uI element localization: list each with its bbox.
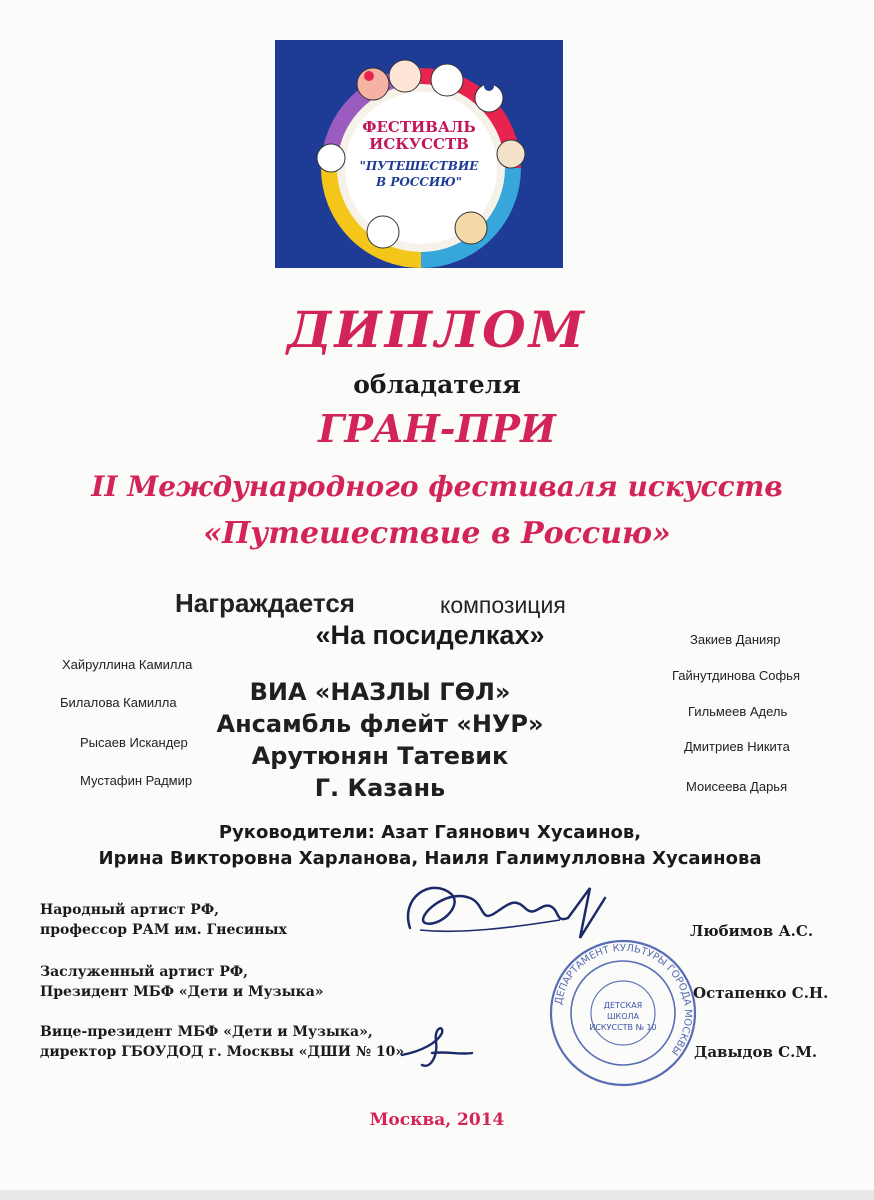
- category-label: композиция: [440, 592, 566, 618]
- signer-1-title-line-1: Народный артист РФ,: [40, 902, 219, 918]
- group-city: Г. Казань: [314, 774, 446, 802]
- festival-name-line-1: II Международного фестиваля искусств: [91, 470, 783, 503]
- participant-left: Мустафин Радмир: [80, 773, 193, 788]
- awarded-label: Награждается: [175, 588, 355, 618]
- signer-2-title: [40, 962, 324, 1002]
- diploma-title: ДИПЛОМ: [286, 300, 588, 359]
- participant-left: Билалова Камилла: [60, 695, 177, 710]
- page-edge: [0, 1190, 874, 1200]
- group-ensemble: Ансамбль флейт «НУР»: [216, 710, 544, 738]
- festival-logo: [275, 40, 563, 268]
- logo-line-3: "ПУТЕШЕСТВИЕ: [359, 159, 479, 173]
- participant-right: Гайнутдинова Софья: [672, 668, 800, 683]
- signer-3-title: [40, 1022, 404, 1062]
- signer-1-title-line-2: профессор РАМ им. Гнесиных: [40, 922, 287, 938]
- participant-left: Рысаев Искандер: [80, 735, 188, 750]
- logo-artwork: [275, 40, 563, 268]
- logo-line-4: В РОССИЮ": [376, 175, 462, 189]
- stamp-center-line-2: ИСКУССТВ № 10: [589, 1023, 657, 1032]
- signer-3-title-line-1: Вице-президент МБФ «Дети и Музыка»,: [40, 1024, 373, 1040]
- signer-1-title: [40, 900, 287, 940]
- leaders-line-2: Ирина Викторовна Харланова, Наиля Галимулловна Хусаинова: [98, 848, 762, 869]
- participant-right: Моисеева Дарья: [686, 779, 788, 794]
- logo-line-1: ФЕСТИВАЛЬ: [362, 118, 476, 136]
- leaders-line-1: Руководители: Азат Гаянович Хусаинов,: [218, 822, 642, 843]
- festival-name-line-2: «Путешествие в Россию»: [203, 516, 671, 551]
- official-stamp: [548, 938, 698, 1088]
- group-soloist: Арутюнян Татевик: [251, 742, 509, 770]
- stamp-outer-text: ДЕПАРТАМЕНТ КУЛЬТУРЫ ГОРОДА МОСКВЫ: [553, 943, 694, 1058]
- signer-3-name: Давыдов С.М.: [694, 1043, 818, 1061]
- signer-2-title-line-1: Заслуженный артист РФ,: [40, 964, 249, 980]
- composition-name: «На посиделках»: [315, 620, 545, 650]
- stamp-center-line-1: ДЕТСКАЯ ШКОЛА: [603, 1001, 643, 1021]
- participant-right: Дмитриев Никита: [684, 739, 790, 754]
- logo-line-2: ИСКУССТВ: [369, 135, 469, 153]
- group-via: ВИА «НАЗЛЫ ГӨЛ»: [249, 678, 511, 706]
- signer-3-title-line-2: директор ГБОУДОД г. Москвы «ДШИ № 10»: [40, 1044, 405, 1060]
- signature-davydov: [392, 1015, 482, 1075]
- stamp-center: [588, 1000, 658, 1033]
- signer-2-title-line-2: Президент МБФ «Дети и Музыка»: [40, 984, 324, 1000]
- participant-right: Гильмеев Адель: [688, 704, 788, 719]
- participant-right: Закиев Данияр: [690, 632, 781, 647]
- participant-left: Хайруллина Камилла: [62, 657, 193, 672]
- signer-1-name: Любимов А.С.: [690, 922, 814, 940]
- award-title: ГРАН-ПРИ: [318, 406, 556, 451]
- place-and-year: Москва, 2014: [369, 1110, 505, 1130]
- subtitle: обладателя: [353, 370, 521, 399]
- signer-2-name: Остапенко С.Н.: [693, 984, 829, 1002]
